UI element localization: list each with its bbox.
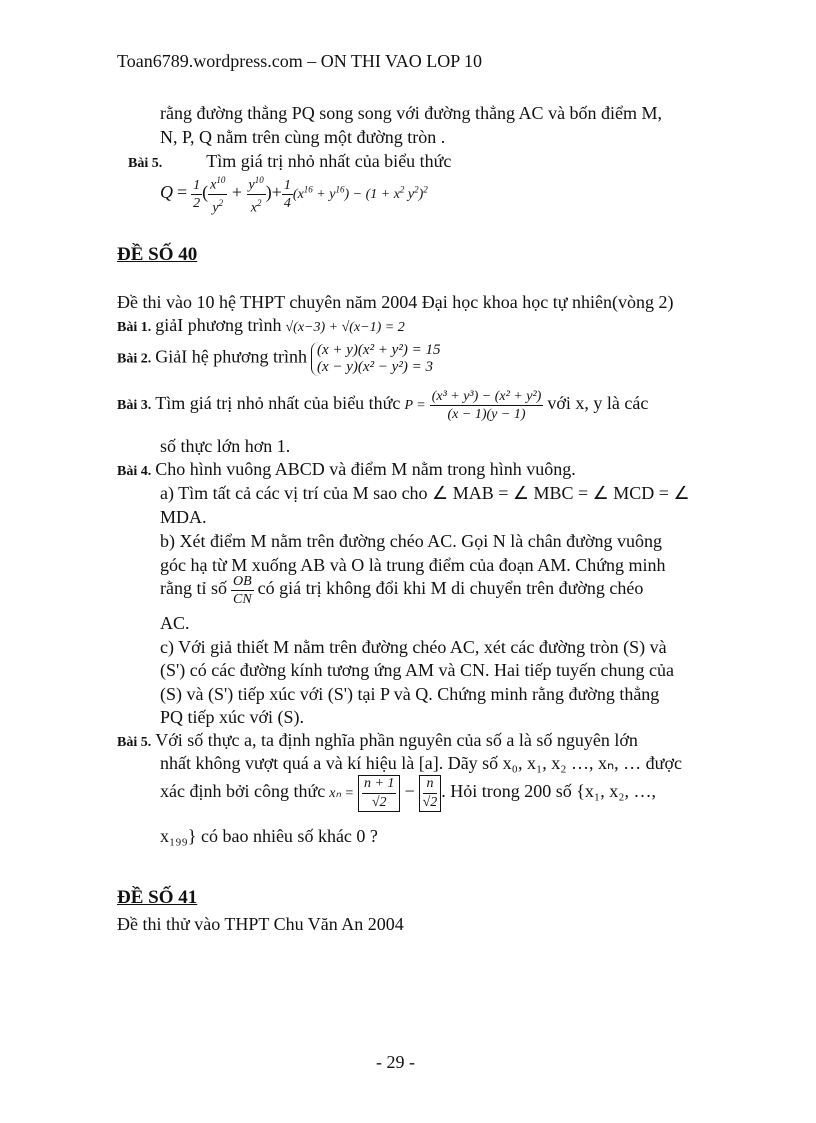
text: rằng tỉ số [160, 578, 227, 599]
floor-bracket [358, 775, 400, 812]
problem-text: giảI phương trình [155, 315, 282, 335]
problem-5 [117, 729, 638, 751]
problem-text: GiảI hệ phương trình [155, 346, 307, 367]
section-title-41: ĐỀ SỐ 41 [117, 887, 198, 908]
text: . Hỏi trong 200 số {x₁, x₂, …, [441, 781, 656, 802]
problem-label: Bài 2. [117, 351, 152, 367]
text-line: x₁₉₉} có bao nhiêu số khác 0 ? [160, 826, 378, 846]
section-intro: Đề thi vào 10 hệ THPT chuyên năm 2004 Đại học khoa học tự nhiên(vòng 2) [117, 292, 674, 312]
floor-bracket [419, 775, 442, 812]
problem-3 [117, 388, 648, 423]
problem-text: với x, y là các [547, 393, 649, 414]
numerator: n [423, 775, 438, 794]
problem-text: Cho hình vuông ABCD và điểm M nằm trong hình vuông. [155, 459, 576, 479]
problem-label: Bài 5. [128, 156, 163, 171]
problem-4 [117, 458, 576, 480]
text: có giá trị không đổi khi M di chuyển trên đường chéo [257, 578, 644, 599]
problem-1 [117, 314, 405, 336]
problem-label: Bài 4. [117, 464, 152, 479]
problem-label: Bài 1. [117, 320, 152, 335]
problem-text: Tìm giá trị nhỏ nhất của biểu thức [206, 151, 452, 171]
minus-sign: − [404, 781, 415, 802]
text-line: rằng đường thẳng PQ song song với đường thẳng AC và bốn điểm M, [160, 103, 663, 123]
problem-label: Bài 3. [117, 398, 152, 414]
denominator: (x − 1)(y − 1) [447, 407, 526, 422]
text-line-fraction [160, 573, 643, 608]
text-line: PQ tiếp xúc với (S). [160, 707, 305, 727]
problem-text: Tìm giá trị nhỏ nhất của biểu thức [155, 393, 401, 414]
text-line: số thực lớn hơn 1. [160, 436, 291, 456]
equation-system [311, 342, 440, 376]
text-line: a) Tìm tất cả các vị trí của M sao cho ∠ MAB = ∠ MBC = ∠ MCD = ∠ [160, 483, 690, 503]
problem-5-top [128, 150, 451, 172]
xn-symbol: xₙ = [329, 786, 354, 802]
numerator: OB [233, 574, 252, 589]
text: xác định bởi công thức [160, 781, 326, 802]
text-line: (S) và (S') tiếp xúc với (S') tại P và Q. Chứng minh rằng đường thẳng [160, 684, 660, 704]
equation: (x + y)(x² + y²) = 15 [316, 342, 441, 358]
fraction [430, 388, 544, 423]
fraction [231, 573, 254, 608]
equation: (x − y)(x² − y²) = 3 [316, 359, 433, 375]
text-line: b) Xét điểm M nằm trên đường chéo AC. Gọi N là chân đường vuông [160, 531, 662, 551]
p-symbol: P = [404, 398, 426, 414]
section-intro: Đề thi thử vào THPT Chu Văn An 2004 [117, 914, 404, 934]
text-line: (S') có các đường kính tương ứng AM và CN. Hai tiếp tuyến chung của [160, 660, 674, 680]
denominator: √2 [422, 795, 438, 810]
text-line-formula [160, 775, 656, 812]
page-number: - 29 - [376, 1052, 415, 1072]
page-header: Toan6789.wordpress.com – ON THI VAO LOP 10 [117, 51, 483, 71]
problem-text: Với số thực a, ta định nghĩa phần nguyên của số a là số nguyên lớn [155, 730, 638, 750]
section-title-40: ĐỀ SỐ 40 [117, 244, 198, 265]
text-line: c) Với giả thiết M nằm trên đường chéo AC, xét các đường tròn (S) và [160, 637, 667, 657]
text-line: N, P, Q nằm trên cùng một đường tròn . [160, 127, 446, 147]
denominator: CN [232, 592, 252, 607]
text-line: AC. [160, 613, 190, 633]
text-line: nhất không vượt quá a và kí hiệu là [a]. Dãy số x₀, x₁, x₂ …, xₙ, … được [160, 753, 682, 773]
problem-2 [117, 342, 440, 376]
denominator: √2 [371, 795, 387, 810]
numerator: (x³ + y³) − (x² + y²) [431, 389, 542, 404]
problem-label: Bài 5. [117, 735, 152, 750]
text-line: MDA. [160, 507, 207, 527]
equation: √(x−3) + √(x−1) = 2 [285, 320, 405, 335]
formula-q: Q = $\frac{1}{2}$ ( $\frac{x^{10}}{y^2}$ + $\frac{y^{10}}{x^2}$ )+ $\frac{1}{4}$ $(x^{16} + y^{16}) - (1 + x^2$ $y^2)^2$ [160, 172, 428, 216]
numerator: n + 1 [362, 775, 396, 794]
text-line: góc hạ từ M xuống AB và O là trung điểm của đoạn AM. Chứng minh [160, 555, 666, 575]
